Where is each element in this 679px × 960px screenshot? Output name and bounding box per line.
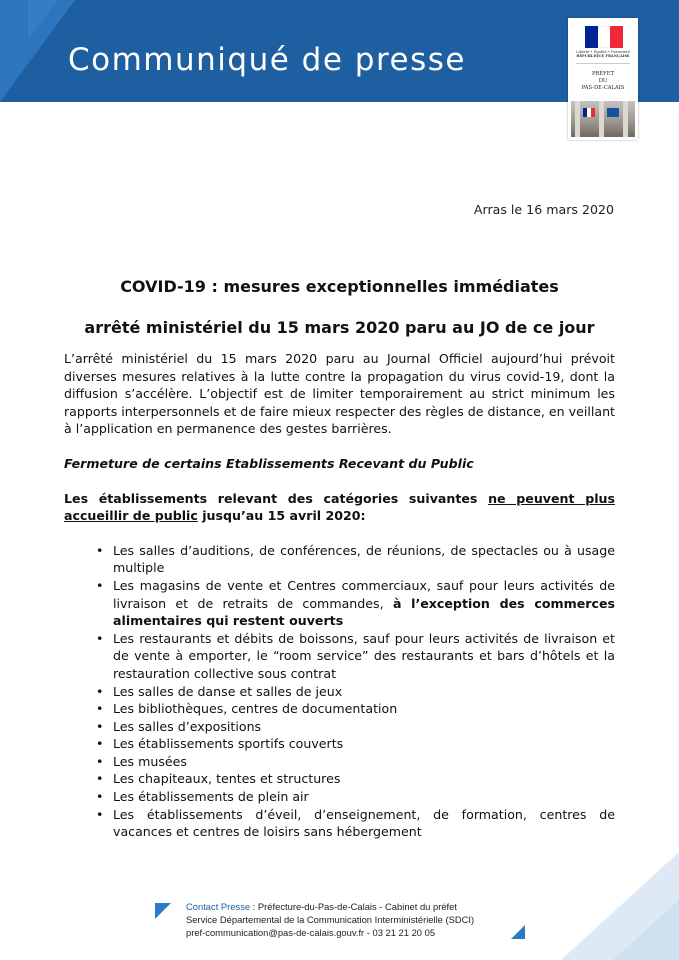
logo-motto [570, 50, 636, 59]
list-item: • Les établissements de plein air [113, 788, 615, 806]
lead-underlined-text: ne peuvent plus accueillir de public [64, 490, 615, 524]
logo-du-line: DU [598, 78, 608, 84]
section-heading: Fermeture de certains Etablissements Recevant du Public [64, 455, 474, 471]
list-item: • Les restaurants et débits de boissons, sauf pour leurs activités de livraison et de vente à emporter, le “room service” des restaurants et bars d’hôtels et la restauration collective sous contrat [113, 630, 615, 683]
page-title: Communiqué de presse [68, 42, 466, 78]
list-item: • Les salles d’expositions [113, 718, 615, 736]
list-item: • Les musées [113, 753, 615, 771]
prefecture-logo [568, 18, 638, 140]
footer-decoration-inner [613, 900, 679, 960]
list-item [113, 577, 615, 630]
lead-paragraph [64, 490, 615, 525]
logo-republic-line: RÉPUBLIQUE FRANÇAISE [576, 54, 630, 59]
establishment-list [64, 542, 615, 841]
footer-triangle-icon [155, 903, 171, 919]
lead-text: Les établissements relevant des catégories suivantes [64, 490, 489, 506]
logo-prefet-line: PRÉFET [591, 71, 615, 77]
header-decoration-small [28, 0, 58, 40]
logo-department-line: PAS-DE-CALAIS [581, 85, 625, 91]
contact-office: : Préfecture-du-Pas-de-Calais - Cabinet du préfet [250, 901, 457, 912]
list-item: • Les bibliothèques, centres de documentation [113, 700, 615, 718]
list-item: • Les établissements sportifs couverts [113, 735, 615, 753]
contact-label: Contact Presse [186, 901, 251, 912]
subheadline: arrêté ministériel du 15 mars 2020 paru au JO de ce jour [84, 318, 595, 337]
list-item: • Les salles d’auditions, de conférences, de réunions, de spectacles ou à usage multiple [113, 542, 615, 577]
french-flag-icon [585, 26, 623, 48]
headline: COVID-19 : mesures exceptionnelles immédiates [120, 277, 559, 296]
prefecture-photo [571, 101, 635, 137]
footer-contact [186, 900, 474, 939]
lead-text-end: jusqu’au 15 avril 2020: [197, 508, 366, 524]
contact-line [186, 900, 474, 913]
press-release-date: Arras le 16 mars 2020 [473, 202, 614, 217]
list-item: • Les salles de danse et salles de jeux [113, 683, 615, 701]
list-item: • Les chapiteaux, tentes et structures [113, 770, 615, 788]
list-item-bold-text: à l’exception des commerces alimentaires qui restent ouverts [113, 595, 615, 629]
list-item-text: Les magasins de vente et Centres commerciaux, sauf pour leurs activités de livraison et de retraits de commandes, [113, 577, 615, 611]
logo-prefet-text [570, 71, 636, 92]
body-content [64, 350, 615, 841]
contact-service: Service Départemental de la Communication Interministérielle (SDCI) [186, 914, 475, 925]
footer-triangle-icon-right [511, 925, 525, 939]
contact-email-phone: pref-communication@pas-de-calais.gouv.fr - 03 21 21 20 05 [186, 927, 436, 938]
logo-motto-line: Liberté • Égalité • Fraternité [576, 50, 630, 54]
logo-divider [576, 63, 630, 64]
list-item: • Les établissements d’éveil, d’enseignement, de formation, centres de vacances et centres de loisirs sans hébergement [113, 806, 615, 841]
intro-paragraph: L’arrêté ministériel du 15 mars 2020 paru au Journal Officiel aujourd’hui prévoit diverses mesures relatives à la lutte contre la propagation du virus covid-19, dont la diffusion s’accélère. L’objectif est de limiter temporairement au strict minimum les rapports interpersonnels et de faire mieux respecter des règles de distance, en veillant à l’application en permanence des gestes barrières. [64, 351, 615, 437]
